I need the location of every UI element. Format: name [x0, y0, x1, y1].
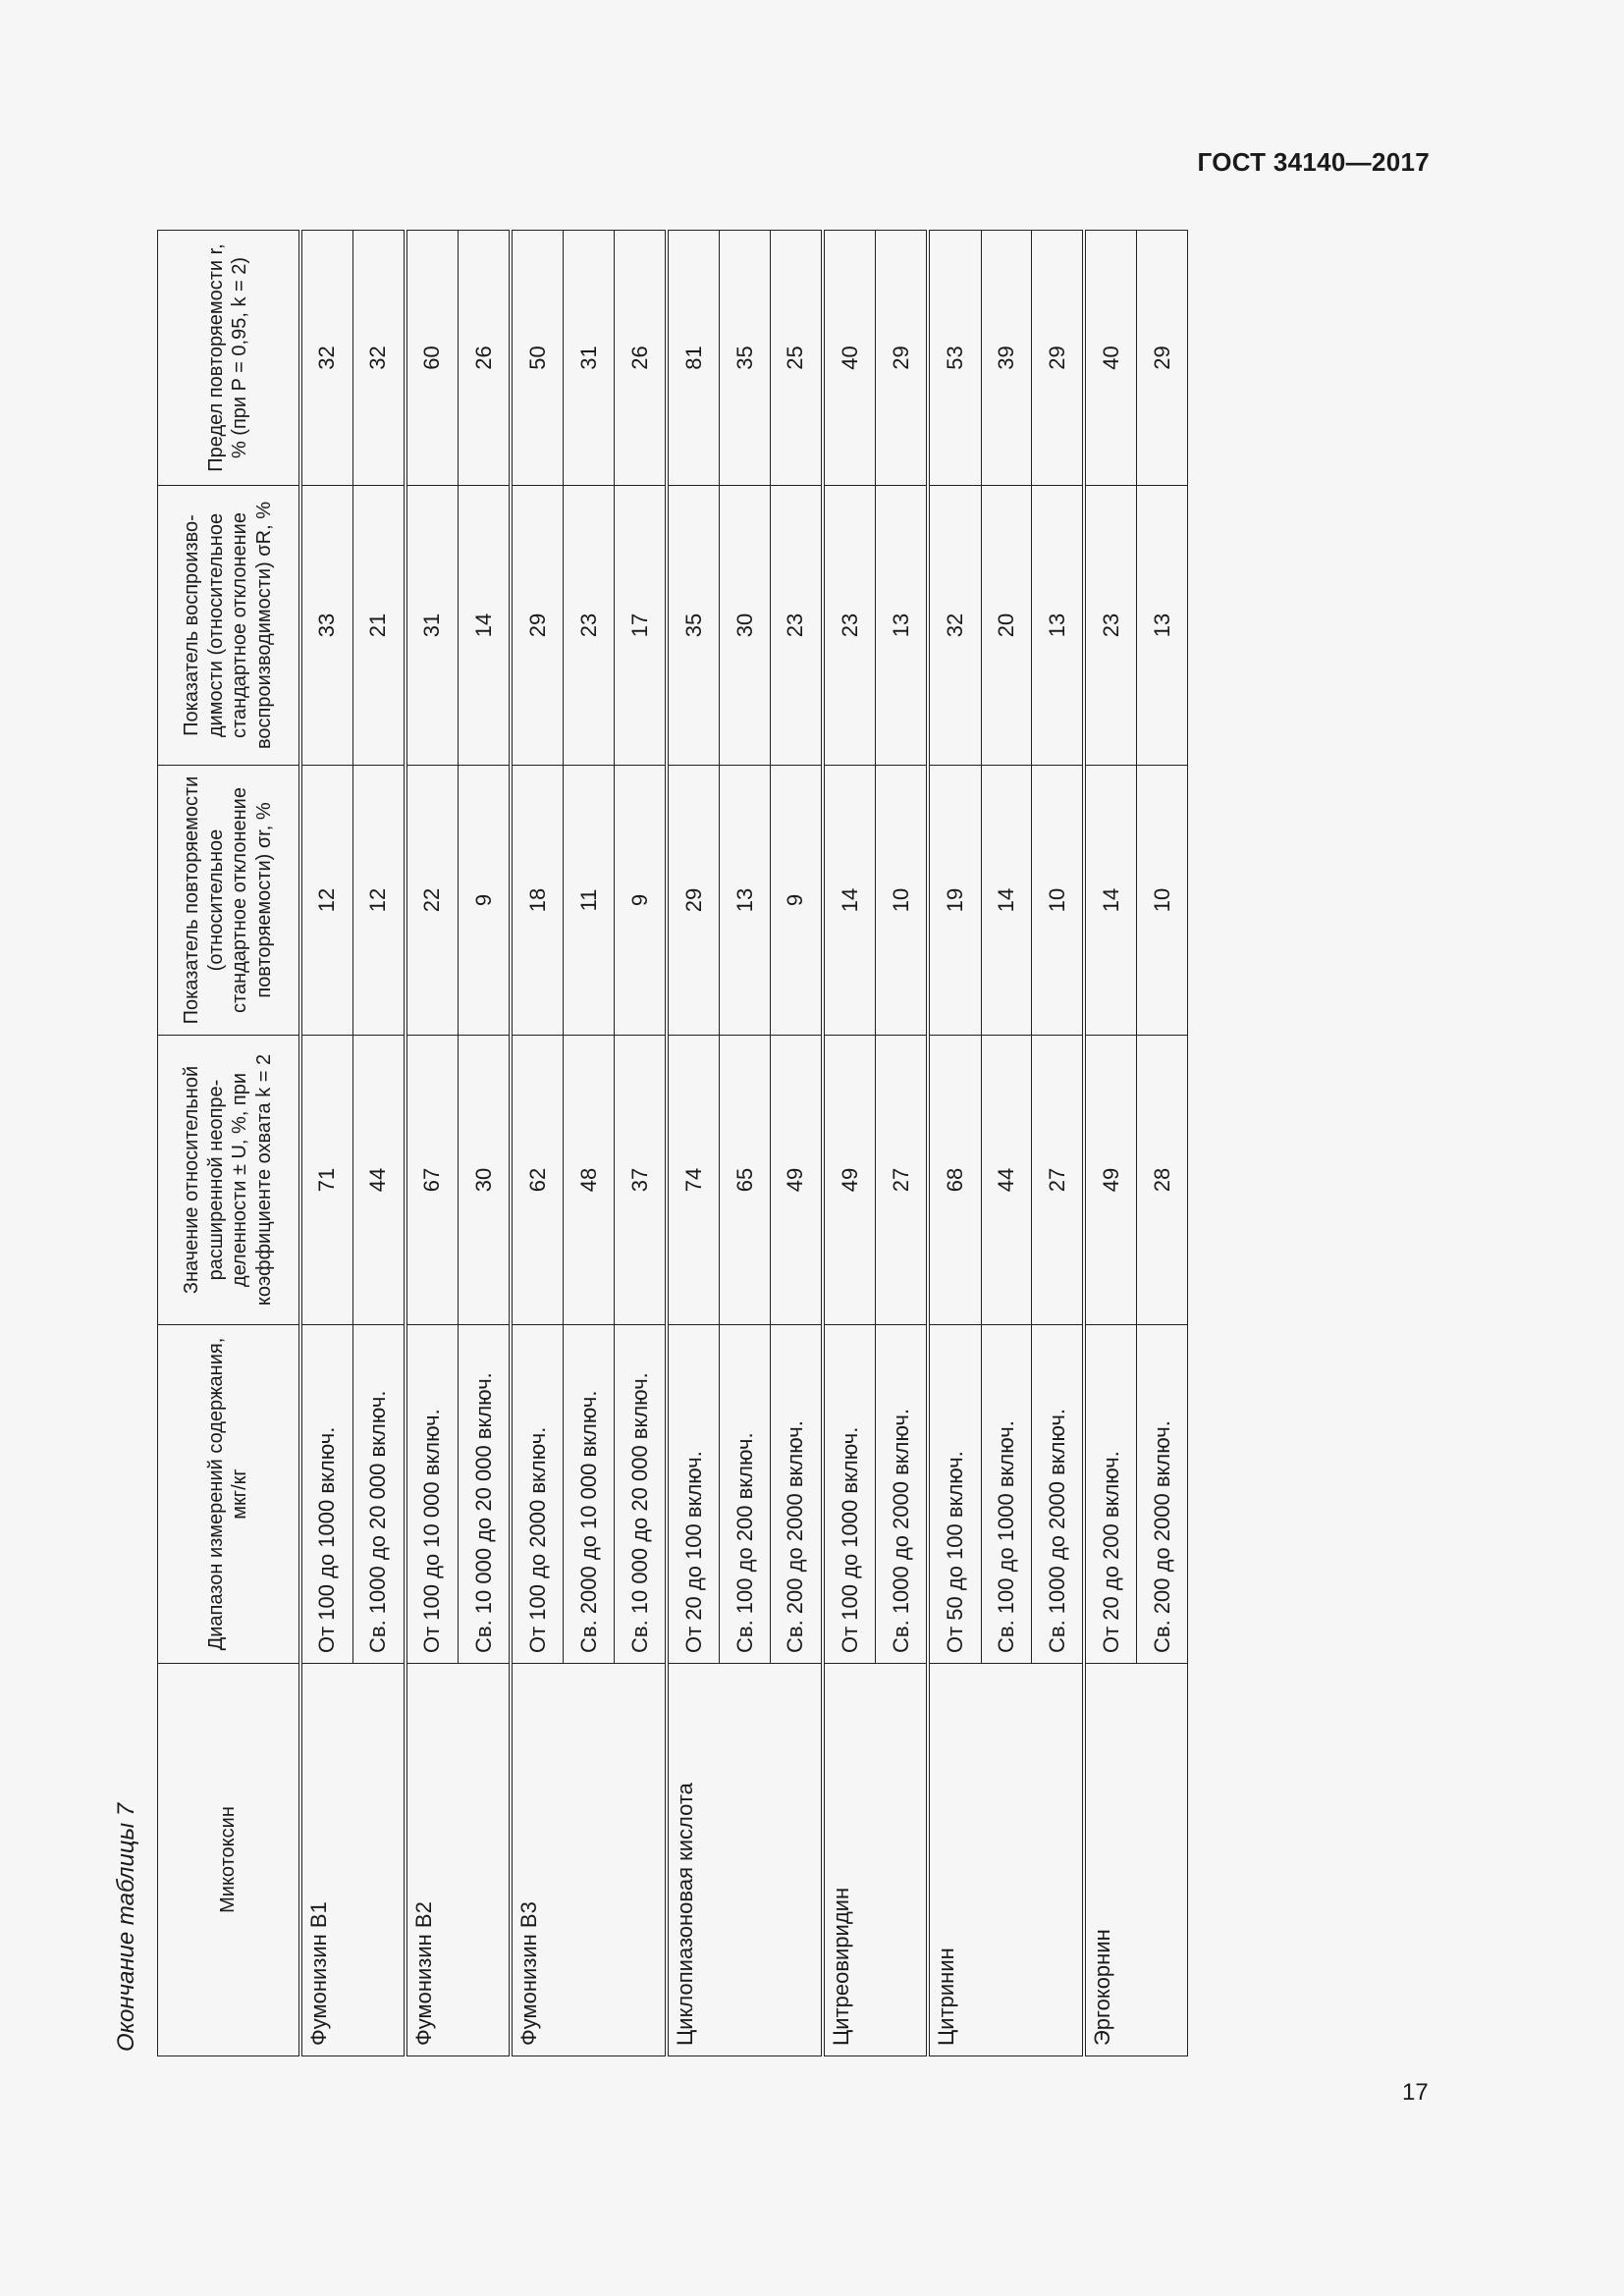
range-cell: Св. 1000 до 2000 включ. — [1032, 1325, 1085, 1664]
mycotoxin-cell: Цитреовиридин — [823, 1664, 928, 2056]
repeatability-limit-cell: 31 — [564, 231, 614, 486]
column-header: Показатель воспроизводимости (относительное стандартное отклонение воспроизводимости) σR, % — [158, 486, 300, 766]
repeatability-limit-cell: 29 — [1137, 231, 1188, 486]
table-row — [928, 231, 981, 2056]
data-table — [157, 230, 1188, 2056]
repeatability-limit-cell: 35 — [720, 231, 770, 486]
reproducibility-sd-cell: 30 — [720, 486, 770, 766]
uncertainty-cell: 49 — [823, 1036, 876, 1325]
range-cell: От 100 до 1000 включ. — [300, 1325, 353, 1664]
uncertainty-cell: 27 — [876, 1036, 929, 1325]
repeatability-sd-cell: 10 — [1032, 766, 1085, 1036]
reproducibility-sd-cell: 23 — [770, 486, 823, 766]
reproducibility-sd-cell: 32 — [928, 486, 981, 766]
range-cell: От 100 до 1000 включ. — [823, 1325, 876, 1664]
uncertainty-cell: 37 — [614, 1036, 667, 1325]
reproducibility-sd-cell: 29 — [511, 486, 564, 766]
repeatability-limit-cell: 39 — [981, 231, 1031, 486]
reproducibility-sd-cell: 33 — [300, 486, 353, 766]
repeatability-limit-cell: 25 — [770, 231, 823, 486]
repeatability-limit-cell: 29 — [876, 231, 929, 486]
table-header-row — [158, 231, 300, 2056]
repeatability-sd-cell: 14 — [1084, 766, 1137, 1036]
range-cell: Св. 1000 до 20 000 включ. — [352, 1325, 406, 1664]
uncertainty-cell: 74 — [667, 1036, 720, 1325]
range-cell: Св. 200 до 2000 включ. — [1137, 1325, 1188, 1664]
range-cell: От 20 до 100 включ. — [667, 1325, 720, 1664]
reproducibility-sd-cell: 13 — [1137, 486, 1188, 766]
table-row — [1084, 231, 1137, 2056]
uncertainty-cell: 27 — [1032, 1036, 1085, 1325]
column-header: Диапазон измерений содержания, мкг/кг — [158, 1325, 300, 1664]
document-header: ГОСТ 34140—2017 — [1197, 147, 1430, 177]
uncertainty-cell: 49 — [770, 1036, 823, 1325]
repeatability-limit-cell: 81 — [667, 231, 720, 486]
page-number: 17 — [1402, 2079, 1429, 2106]
column-header: Показатель повторяемости (относительное стандартное отклонение повторяемости) σr, % — [158, 766, 300, 1036]
mycotoxin-cell: Циклопиазоновая кислота — [667, 1664, 823, 2056]
repeatability-sd-cell: 11 — [564, 766, 614, 1036]
uncertainty-cell: 62 — [511, 1036, 564, 1325]
repeatability-limit-cell: 26 — [459, 231, 512, 486]
repeatability-sd-cell: 9 — [614, 766, 667, 1036]
uncertainty-cell: 65 — [720, 1036, 770, 1325]
mycotoxin-cell: Цитринин — [928, 1664, 1084, 2056]
uncertainty-cell: 44 — [352, 1036, 406, 1325]
reproducibility-sd-cell: 17 — [614, 486, 667, 766]
range-cell: Св. 2000 до 10 000 включ. — [564, 1325, 614, 1664]
uncertainty-cell: 49 — [1084, 1036, 1137, 1325]
reproducibility-sd-cell: 23 — [1084, 486, 1137, 766]
uncertainty-cell: 28 — [1137, 1036, 1188, 1325]
repeatability-sd-cell: 22 — [406, 766, 459, 1036]
range-cell: От 100 до 2000 включ. — [511, 1325, 564, 1664]
repeatability-sd-cell: 14 — [823, 766, 876, 1036]
reproducibility-sd-cell: 13 — [876, 486, 929, 766]
repeatability-sd-cell: 10 — [1137, 766, 1188, 1036]
mycotoxin-cell: Эргокорнин — [1084, 1664, 1187, 2056]
table-row — [300, 231, 353, 2056]
column-header: Микотоксин — [158, 1664, 300, 2056]
repeatability-limit-cell: 26 — [614, 231, 667, 486]
range-cell: Св. 100 до 1000 включ. — [981, 1325, 1031, 1664]
range-cell: Св. 200 до 2000 включ. — [770, 1325, 823, 1664]
repeatability-sd-cell: 12 — [352, 766, 406, 1036]
reproducibility-sd-cell: 23 — [564, 486, 614, 766]
reproducibility-sd-cell: 21 — [352, 486, 406, 766]
mycotoxin-cell: Фумонизин B2 — [406, 1664, 511, 2056]
uncertainty-cell: 30 — [459, 1036, 512, 1325]
table-row — [667, 231, 720, 2056]
repeatability-sd-cell: 18 — [511, 766, 564, 1036]
table-row — [823, 231, 876, 2056]
reproducibility-sd-cell: 13 — [1032, 486, 1085, 766]
reproducibility-sd-cell: 23 — [823, 486, 876, 766]
uncertainty-cell: 48 — [564, 1036, 614, 1325]
table-row — [406, 231, 459, 2056]
table-row — [511, 231, 564, 2056]
column-header: Значение относительной расширенной неопределенности ± U, %, при коэффициенте охвата k = 2 — [158, 1036, 300, 1325]
repeatability-limit-cell: 29 — [1032, 231, 1085, 486]
uncertainty-cell: 44 — [981, 1036, 1031, 1325]
repeatability-sd-cell: 29 — [667, 766, 720, 1036]
uncertainty-cell: 68 — [928, 1036, 981, 1325]
mycotoxin-cell: Фумонизин B3 — [511, 1664, 667, 2056]
repeatability-sd-cell: 13 — [720, 766, 770, 1036]
table-caption: Окончание таблицы 7 — [113, 1802, 139, 2052]
reproducibility-sd-cell: 35 — [667, 486, 720, 766]
repeatability-limit-cell: 60 — [406, 231, 459, 486]
reproducibility-sd-cell: 31 — [406, 486, 459, 766]
range-cell: Св. 1000 до 2000 включ. — [876, 1325, 929, 1664]
repeatability-limit-cell: 40 — [823, 231, 876, 486]
range-cell: Св. 100 до 200 включ. — [720, 1325, 770, 1664]
range-cell: От 20 до 200 включ. — [1084, 1325, 1137, 1664]
table-body — [300, 231, 1188, 2056]
repeatability-limit-cell: 50 — [511, 231, 564, 486]
mycotoxin-cell: Фумонизин B1 — [300, 1664, 406, 2056]
repeatability-sd-cell: 12 — [300, 766, 353, 1036]
repeatability-sd-cell: 19 — [928, 766, 981, 1036]
range-cell: Св. 10 000 до 20 000 включ. — [459, 1325, 512, 1664]
range-cell: От 100 до 10 000 включ. — [406, 1325, 459, 1664]
reproducibility-sd-cell: 14 — [459, 486, 512, 766]
reproducibility-sd-cell: 20 — [981, 486, 1031, 766]
uncertainty-cell: 71 — [300, 1036, 353, 1325]
range-cell: Св. 10 000 до 20 000 включ. — [614, 1325, 667, 1664]
repeatability-limit-cell: 32 — [300, 231, 353, 486]
repeatability-limit-cell: 32 — [352, 231, 406, 486]
repeatability-sd-cell: 14 — [981, 766, 1031, 1036]
repeatability-sd-cell: 9 — [770, 766, 823, 1036]
repeatability-limit-cell: 53 — [928, 231, 981, 486]
uncertainty-cell: 67 — [406, 1036, 459, 1325]
repeatability-sd-cell: 9 — [459, 766, 512, 1036]
column-header: Предел повторяемости r, % (при P = 0,95, k = 2) — [158, 231, 300, 486]
repeatability-limit-cell: 40 — [1084, 231, 1137, 486]
repeatability-sd-cell: 10 — [876, 766, 929, 1036]
range-cell: От 50 до 100 включ. — [928, 1325, 981, 1664]
rotated-table-container — [157, 231, 1188, 2056]
